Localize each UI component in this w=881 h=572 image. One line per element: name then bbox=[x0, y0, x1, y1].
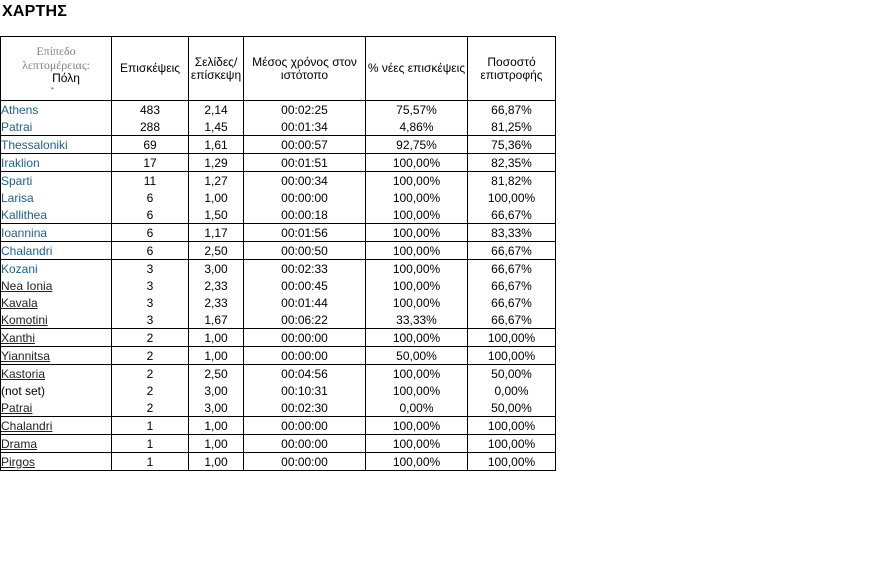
pages-per-visit-cell: 3,00 bbox=[189, 260, 244, 278]
new-visits-cell: 4,86% bbox=[366, 118, 468, 136]
city-link[interactable]: Drama bbox=[1, 436, 38, 451]
table-row bbox=[1, 365, 556, 383]
avg-time-cell: 00:00:00 bbox=[244, 435, 366, 453]
city-link[interactable]: Patrai bbox=[1, 119, 33, 134]
return-rate-cell: 81,25% bbox=[468, 118, 556, 136]
table-row bbox=[1, 136, 556, 154]
city-cell bbox=[1, 453, 112, 471]
avg-time-cell: 00:00:00 bbox=[244, 417, 366, 435]
new-visits-cell: 100,00% bbox=[366, 172, 468, 190]
table-row bbox=[1, 118, 556, 136]
visits-cell: 1 bbox=[112, 417, 189, 435]
table-row bbox=[1, 206, 556, 224]
city-link[interactable]: Thessaloniki bbox=[1, 137, 68, 152]
visits-cell: 3 bbox=[112, 277, 189, 294]
city-cell bbox=[1, 189, 112, 206]
avg-time-cell: 00:01:44 bbox=[244, 294, 366, 311]
visits-cell: 6 bbox=[112, 206, 189, 224]
avg-time-cell: 00:02:30 bbox=[244, 399, 366, 417]
new-visits-cell: 50,00% bbox=[366, 347, 468, 365]
new-visits-header: % νέες επισκέψεις bbox=[366, 37, 468, 101]
pages-per-visit-cell: 2,50 bbox=[189, 242, 244, 260]
city-cell bbox=[1, 417, 112, 435]
city-link[interactable]: Sparti bbox=[1, 173, 33, 188]
city-cell bbox=[1, 294, 112, 311]
table-row bbox=[1, 435, 556, 453]
city-cell bbox=[1, 260, 112, 278]
avg-time-cell: 00:02:25 bbox=[244, 101, 366, 119]
city-cell bbox=[1, 382, 112, 399]
pages-per-visit-cell: 1,00 bbox=[189, 435, 244, 453]
city-cell bbox=[1, 399, 112, 417]
city-cell bbox=[1, 206, 112, 224]
city-link[interactable]: Kavala bbox=[1, 295, 38, 310]
table-row bbox=[1, 329, 556, 347]
return-rate-cell: 66,67% bbox=[468, 294, 556, 311]
city-cell bbox=[1, 242, 112, 260]
visits-cell: 1 bbox=[112, 435, 189, 453]
return-rate-cell: 100,00% bbox=[468, 435, 556, 453]
new-visits-cell: 100,00% bbox=[366, 329, 468, 347]
return-rate-cell: 100,00% bbox=[468, 189, 556, 206]
city-cell bbox=[1, 154, 112, 172]
avg-time-cell: 00:02:33 bbox=[244, 260, 366, 278]
new-visits-cell: 92,75% bbox=[366, 136, 468, 154]
visits-cell: 3 bbox=[112, 260, 189, 278]
city-column-label: Πόλη bbox=[52, 71, 80, 85]
table-row bbox=[1, 189, 556, 206]
report-table bbox=[0, 36, 556, 471]
city-link[interactable]: Kozani bbox=[1, 261, 38, 276]
city-cell bbox=[1, 311, 112, 329]
visits-cell: 2 bbox=[112, 347, 189, 365]
avg-time-cell: 00:06:22 bbox=[244, 311, 366, 329]
visits-cell: 11 bbox=[112, 172, 189, 190]
return-rate-cell: 66,67% bbox=[468, 242, 556, 260]
table-row bbox=[1, 101, 556, 119]
city-cell bbox=[1, 224, 112, 242]
visits-cell: 3 bbox=[112, 311, 189, 329]
new-visits-cell: 100,00% bbox=[366, 365, 468, 383]
table-row bbox=[1, 154, 556, 172]
visits-cell: 6 bbox=[112, 224, 189, 242]
pages-per-visit-cell: 1,00 bbox=[189, 417, 244, 435]
city-cell bbox=[1, 347, 112, 365]
return-rate-cell: 66,67% bbox=[468, 277, 556, 294]
detail-level-label[interactable]: Επίπεδο λεπτομέρειας: bbox=[22, 44, 90, 72]
new-visits-cell: 100,00% bbox=[366, 294, 468, 311]
table-row bbox=[1, 294, 556, 311]
return-rate-cell: 100,00% bbox=[468, 347, 556, 365]
new-visits-cell: 100,00% bbox=[366, 277, 468, 294]
pages-per-visit-cell: 3,00 bbox=[189, 399, 244, 417]
new-visits-cell: 33,33% bbox=[366, 311, 468, 329]
table-row bbox=[1, 417, 556, 435]
return-rate-cell: 66,67% bbox=[468, 206, 556, 224]
return-rate-cell: 66,67% bbox=[468, 260, 556, 278]
table-row bbox=[1, 224, 556, 242]
pages-per-visit-cell: 1,45 bbox=[189, 118, 244, 136]
table-row bbox=[1, 399, 556, 417]
table-row bbox=[1, 172, 556, 190]
page-title: ΧΑΡΤΗΣ bbox=[2, 3, 68, 20]
return-rate-cell: 100,00% bbox=[468, 417, 556, 435]
new-visits-cell: 100,00% bbox=[366, 260, 468, 278]
pages-per-visit-cell: 2,50 bbox=[189, 365, 244, 383]
city-link[interactable]: Xanthi bbox=[1, 330, 36, 345]
city-cell bbox=[1, 118, 112, 136]
table-row bbox=[1, 242, 556, 260]
avg-time-header: Μέσος χρόνος στον ιστότοπο bbox=[244, 37, 366, 101]
pages-per-visit-cell: 2,14 bbox=[189, 101, 244, 119]
pages-per-visit-cell: 1,00 bbox=[189, 347, 244, 365]
avg-time-cell: 00:00:00 bbox=[244, 329, 366, 347]
return-rate-cell: 75,36% bbox=[468, 136, 556, 154]
city-cell bbox=[1, 435, 112, 453]
pages-per-visit-header: Σελίδες/ επίσκεψη bbox=[189, 37, 244, 101]
avg-time-cell: 00:00:57 bbox=[244, 136, 366, 154]
table-row bbox=[1, 453, 556, 471]
avg-time-cell: 00:00:00 bbox=[244, 189, 366, 206]
city-cell bbox=[1, 365, 112, 383]
visits-cell: 2 bbox=[112, 329, 189, 347]
city-link[interactable]: Pirgos bbox=[1, 454, 36, 469]
visits-cell: 69 bbox=[112, 136, 189, 154]
avg-time-cell: 00:01:51 bbox=[244, 154, 366, 172]
pages-per-visit-cell: 1,00 bbox=[189, 189, 244, 206]
city-link[interactable]: Iraklion bbox=[1, 155, 40, 170]
city-cell bbox=[1, 136, 112, 154]
city-link[interactable]: Kallithea bbox=[1, 207, 48, 222]
pages-per-visit-cell: 1,29 bbox=[189, 154, 244, 172]
avg-time-cell: 00:10:31 bbox=[244, 382, 366, 399]
pages-per-visit-cell: 2,33 bbox=[189, 277, 244, 294]
visits-header: Επισκέψεις bbox=[112, 37, 189, 101]
avg-time-cell: 00:01:56 bbox=[244, 224, 366, 242]
avg-time-cell: 00:01:34 bbox=[244, 118, 366, 136]
return-rate-cell: 83,33% bbox=[468, 224, 556, 242]
visits-cell: 17 bbox=[112, 154, 189, 172]
visits-cell: 483 bbox=[112, 101, 189, 119]
avg-time-cell: 00:00:00 bbox=[244, 347, 366, 365]
city-cell bbox=[1, 101, 112, 119]
table-row bbox=[1, 311, 556, 329]
new-visits-cell: 100,00% bbox=[366, 206, 468, 224]
table-row bbox=[1, 277, 556, 294]
new-visits-cell: 100,00% bbox=[366, 242, 468, 260]
city-link[interactable]: Patrai bbox=[1, 400, 33, 415]
new-visits-cell: 100,00% bbox=[366, 417, 468, 435]
avg-time-cell: 00:00:50 bbox=[244, 242, 366, 260]
return-rate-cell: 0,00% bbox=[468, 382, 556, 399]
pages-per-visit-cell: 2,33 bbox=[189, 294, 244, 311]
return-rate-cell: 50,00% bbox=[468, 399, 556, 417]
pages-per-visit-cell: 1,17 bbox=[189, 224, 244, 242]
visits-cell: 2 bbox=[112, 365, 189, 383]
visits-cell: 6 bbox=[112, 242, 189, 260]
new-visits-cell: 75,57% bbox=[366, 101, 468, 119]
pages-per-visit-cell: 1,67 bbox=[189, 311, 244, 329]
visits-cell: 3 bbox=[112, 294, 189, 311]
visits-cell: 6 bbox=[112, 189, 189, 206]
pages-per-visit-cell: 3,00 bbox=[189, 382, 244, 399]
new-visits-cell: 0,00% bbox=[366, 399, 468, 417]
new-visits-cell: 100,00% bbox=[366, 189, 468, 206]
pages-per-visit-cell: 1,27 bbox=[189, 172, 244, 190]
return-rate-cell: 100,00% bbox=[468, 329, 556, 347]
city-link[interactable]: Larisa bbox=[1, 190, 34, 205]
avg-time-cell: 00:00:45 bbox=[244, 277, 366, 294]
city-cell bbox=[1, 277, 112, 294]
return-rate-cell: 50,00% bbox=[468, 365, 556, 383]
return-rate-cell: 82,35% bbox=[468, 154, 556, 172]
city-label: (not set) bbox=[1, 383, 46, 398]
avg-time-cell: 00:04:56 bbox=[244, 365, 366, 383]
new-visits-cell: 100,00% bbox=[366, 435, 468, 453]
return-rate-header: Ποσοστό επιστροφής bbox=[468, 37, 556, 101]
new-visits-cell: 100,00% bbox=[366, 382, 468, 399]
table-row bbox=[1, 382, 556, 399]
dropdown-dot-icon[interactable]: • bbox=[51, 84, 54, 93]
visits-cell: 2 bbox=[112, 382, 189, 399]
table-row bbox=[1, 260, 556, 278]
avg-time-cell: 00:00:34 bbox=[244, 172, 366, 190]
pages-per-visit-cell: 1,50 bbox=[189, 206, 244, 224]
avg-time-cell: 00:00:18 bbox=[244, 206, 366, 224]
return-rate-cell: 100,00% bbox=[468, 453, 556, 471]
return-rate-cell: 66,87% bbox=[468, 101, 556, 119]
pages-per-visit-cell: 1,00 bbox=[189, 453, 244, 471]
new-visits-cell: 100,00% bbox=[366, 224, 468, 242]
city-cell bbox=[1, 172, 112, 190]
city-link[interactable]: Komotini bbox=[1, 312, 48, 327]
return-rate-cell: 66,67% bbox=[468, 311, 556, 329]
visits-cell: 1 bbox=[112, 453, 189, 471]
city-link[interactable]: Yiannitsa bbox=[1, 348, 50, 363]
city-link[interactable]: Nea Ionia bbox=[1, 278, 53, 293]
avg-time-cell: 00:00:00 bbox=[244, 453, 366, 471]
table-row bbox=[1, 347, 556, 365]
city-link[interactable]: Chalandri bbox=[1, 243, 53, 258]
return-rate-cell: 81,82% bbox=[468, 172, 556, 190]
new-visits-cell: 100,00% bbox=[366, 154, 468, 172]
city-link[interactable]: Ioannina bbox=[1, 225, 48, 240]
city-cell bbox=[1, 329, 112, 347]
pages-per-visit-cell: 1,61 bbox=[189, 136, 244, 154]
new-visits-cell: 100,00% bbox=[366, 453, 468, 471]
city-link[interactable]: Kastoria bbox=[1, 366, 46, 381]
dimension-header bbox=[1, 37, 112, 101]
city-link[interactable]: Athens bbox=[1, 102, 39, 117]
pages-per-visit-cell: 1,00 bbox=[189, 329, 244, 347]
city-link[interactable]: Chalandri bbox=[1, 418, 53, 433]
visits-cell: 2 bbox=[112, 399, 189, 417]
visits-cell: 288 bbox=[112, 118, 189, 136]
